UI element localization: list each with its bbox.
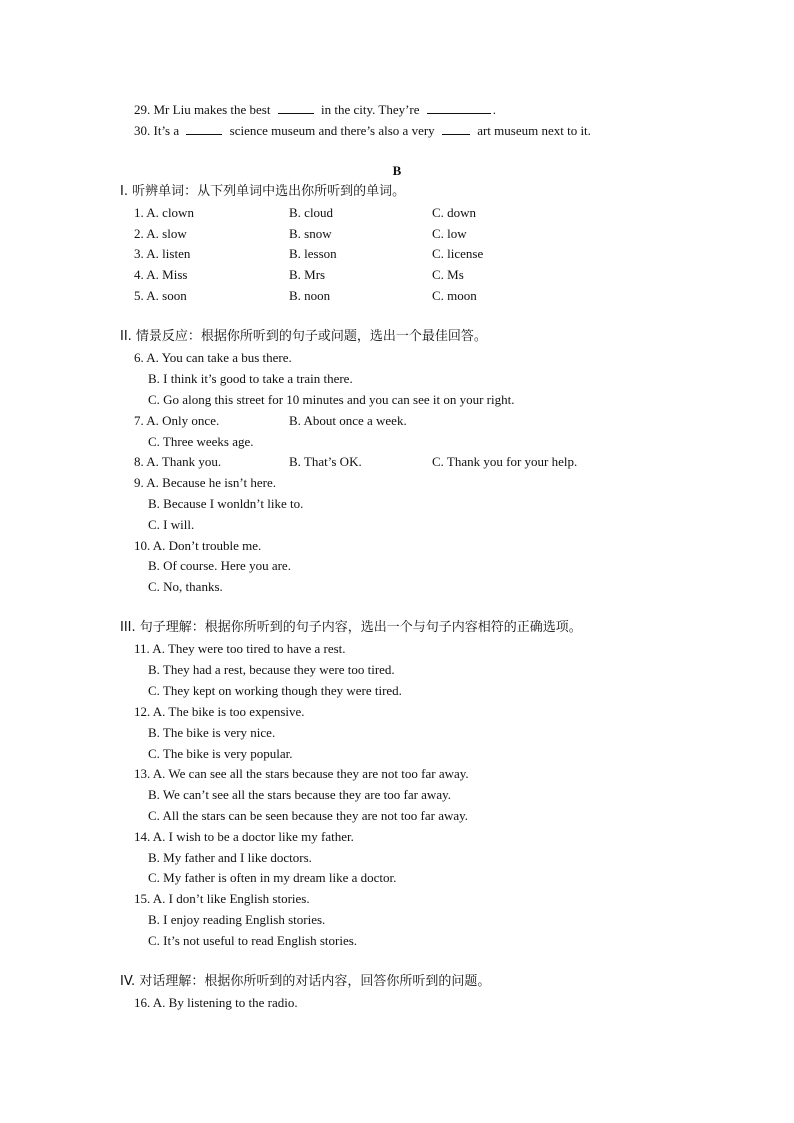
section-b-title: B [392,163,402,178]
q12-option-b[interactable]: B. The bike is very nice. [148,725,276,740]
section-1-heading: Ⅰ. 听辨单词：从下列单词中选出你所听到的单词。 [120,184,406,199]
q6-option-b[interactable]: B. I think it’s good to take a train there. [148,371,353,386]
option-b[interactable]: B. Mrs [289,267,326,282]
q8-option-b[interactable]: B. That’s OK. [289,454,362,469]
option-c[interactable]: C. low [432,226,467,241]
q7-option-b[interactable]: B. About once a week. [289,413,407,428]
q13-option-c[interactable]: C. All the stars can be seen because they are not too far away. [148,808,469,823]
q6-option-a[interactable]: 6. A. You can take a bus there. [134,350,292,365]
option-a[interactable]: 4. A. Miss [134,267,188,282]
q14-option-b[interactable]: B. My father and I like doctors. [148,850,312,865]
q12-option-c[interactable]: C. The bike is very popular. [148,746,293,761]
q9-option-c[interactable]: C. I will. [148,517,195,532]
option-c[interactable]: C. moon [432,288,477,303]
option-b[interactable]: B. cloud [289,205,334,220]
q15-option-b[interactable]: B. I enjoy reading English stories. [148,912,326,927]
q7-option-c[interactable]: C. Three weeks age. [148,434,254,449]
section-2-heading: II. 情景反应：根据你所听到的句子或问题，选出一个最佳回答。 [120,329,487,344]
answer-blank[interactable] [186,122,222,135]
q6-option-c[interactable]: C. Go along this street for 10 minutes and you can see it on your right. [148,392,515,407]
q10-option-c[interactable]: C. No, thanks. [148,579,223,594]
question-30 [134,122,591,139]
q10-option-b[interactable]: B. Of course. Here you are. [148,558,291,573]
option-a[interactable]: 2. A. slow [134,226,187,241]
option-b[interactable]: B. lesson [289,246,337,261]
q8-option-c[interactable]: C. Thank you for your help. [432,454,578,469]
answer-blank[interactable] [427,101,491,114]
section-3-heading: III. 句子理解：根据你所听到的句子内容，选出一个与句子内容相符的正确选项。 [120,620,582,635]
q10-option-a[interactable]: 10. A. Don’t trouble me. [134,538,262,553]
q13-option-a[interactable]: 13. A. We can see all the stars because they are not too far away. [134,766,469,781]
q29-text-before: 29. Mr Liu makes the best [134,102,271,117]
option-b[interactable]: B. noon [289,288,331,303]
answer-blank[interactable] [278,101,314,114]
q29-text-after: . [492,102,497,117]
option-c[interactable]: C. license [432,246,484,261]
q29-text-middle: in the city. They’re [320,102,420,117]
q11-option-b[interactable]: B. They had a rest, because they were too tired. [148,662,395,677]
q12-option-a[interactable]: 12. A. The bike is too expensive. [134,704,305,719]
q11-option-a[interactable]: 11. A. They were too tired to have a rest. [134,641,346,656]
q8-option-a[interactable]: 8. A. Thank you. [134,454,222,469]
option-a[interactable]: 1. A. clown [134,205,194,220]
q30-text-after: art museum next to it. [477,123,591,138]
question-29 [134,101,496,118]
q14-option-c[interactable]: C. My father is often in my dream like a doctor. [148,870,397,885]
q30-text-before: 30. It’s a [134,123,180,138]
q13-option-b[interactable]: B. We can’t see all the stars because they are too far away. [148,787,451,802]
option-a[interactable]: 5. A. soon [134,288,187,303]
option-a[interactable]: 3. A. listen [134,246,191,261]
q14-option-a[interactable]: 14. A. I wish to be a doctor like my father. [134,829,354,844]
answer-blank[interactable] [442,122,470,135]
q9-option-b[interactable]: B. Because I wonldn’t like to. [148,496,304,511]
q16-option-a[interactable]: 16. A. By listening to the radio. [134,995,298,1010]
q7-option-a[interactable]: 7. A. Only once. [134,413,220,428]
q11-option-c[interactable]: C. They kept on working though they were tired. [148,683,402,698]
option-b[interactable]: B. snow [289,226,332,241]
option-c[interactable]: C. Ms [432,267,464,282]
section-4-heading: IV. 对话理解：根据你所听到的对话内容，回答你所听到的问题。 [120,974,491,989]
q15-option-c[interactable]: C. It’s not useful to read English stories. [148,933,358,948]
q30-text-middle: science museum and there’s also a very [229,123,435,138]
option-c[interactable]: C. down [432,205,477,220]
q9-option-a[interactable]: 9. A. Because he isn’t here. [134,475,276,490]
q15-option-a[interactable]: 15. A. I don’t like English stories. [134,891,310,906]
